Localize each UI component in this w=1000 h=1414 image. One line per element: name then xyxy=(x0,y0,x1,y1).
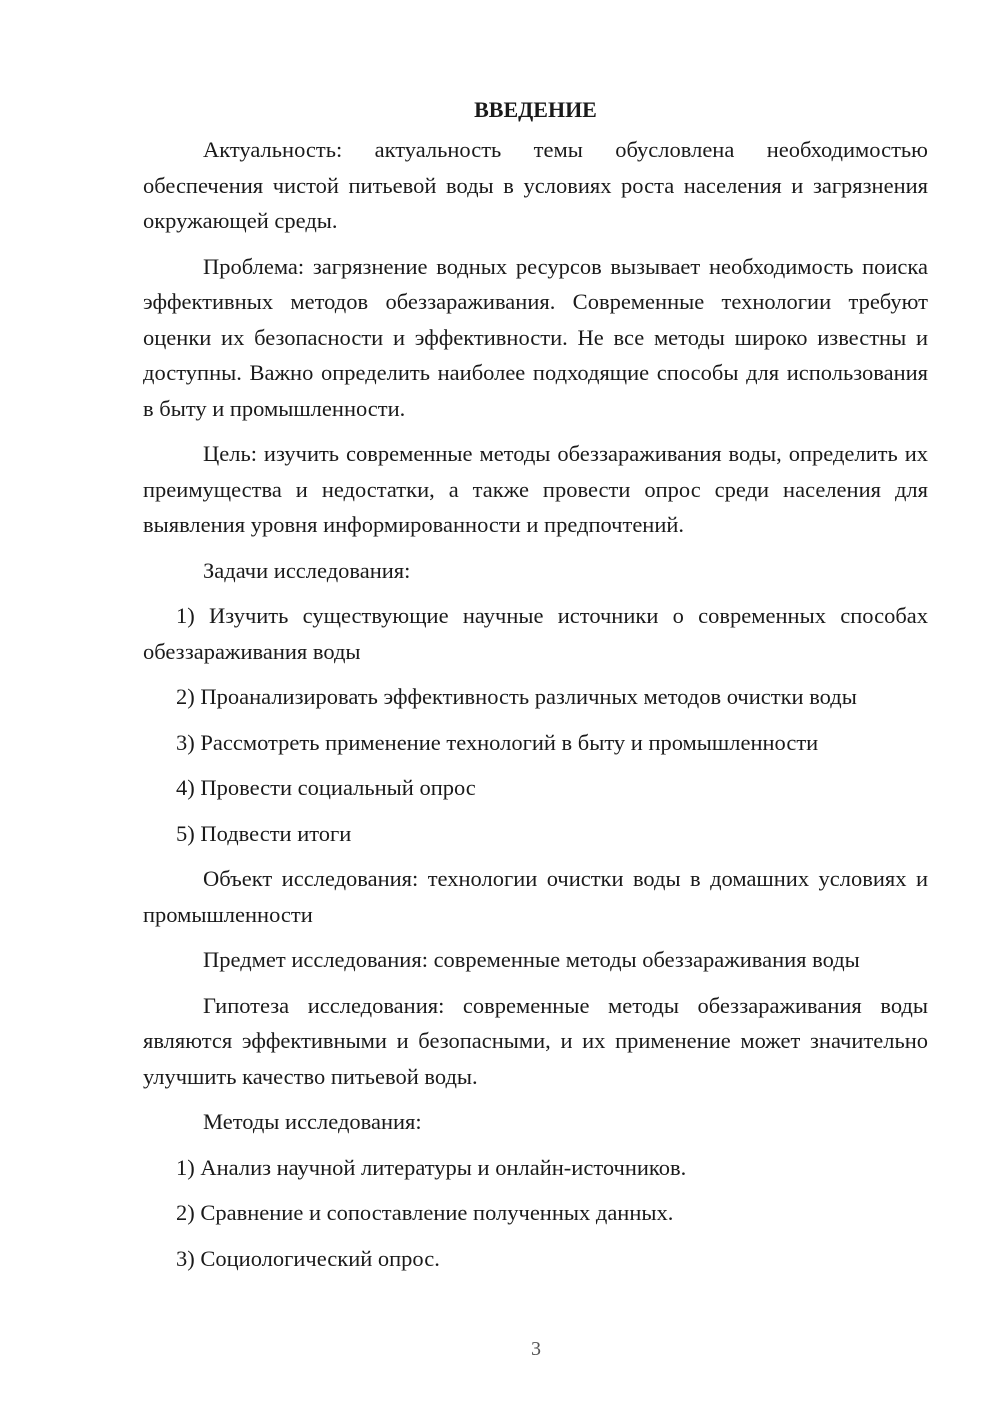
methods-heading: Методы исследования: xyxy=(203,1109,422,1134)
object-paragraph: Объект исследования: технологии очистки воды в домашних условиях и промышленности xyxy=(143,866,928,927)
page-content xyxy=(143,92,928,1286)
problem-paragraph: Проблема: загрязнение водных ресурсов вызывает необходимость поиска эффективных методов обеззараживания. Современные технологии требуют оценки их безопасности и эффективности. Не все методы широко известны и доступны. Важно определить наиболее подходящие способы для использования в быту и промышленности. xyxy=(143,253,928,421)
task-item: 4) Провести социальный опрос xyxy=(176,775,476,800)
section-title: ВВЕДЕНИЕ xyxy=(474,97,597,122)
method-item: 1) Анализ научной литературы и онлайн-источников. xyxy=(176,1154,687,1180)
task-item: 3) Рассмотреть применение технологий в быту и промышленности xyxy=(176,729,819,755)
task-item: 5) Подвести итоги xyxy=(176,820,352,846)
relevance-paragraph: Актуальность: актуальность темы обусловлена необходимостью обеспечения чистой питьевой воды в условиях роста населения и загрязнения окружающей среды. xyxy=(143,137,928,233)
goal-paragraph: Цель: изучить современные методы обеззараживания воды, определить их преимущества и недостатки, а также провести опрос среди населения для выявления уровня информированности и предпочтений. xyxy=(143,441,928,537)
method-item: 2) Сравнение и сопоставление полученных данных. xyxy=(176,1200,674,1225)
tasks-heading: Задачи исследования: xyxy=(203,557,411,583)
method-item: 3) Социологический опрос. xyxy=(176,1245,440,1271)
subject-paragraph: Предмет исследования: современные методы обеззараживания воды xyxy=(203,947,860,972)
page-number: 3 xyxy=(531,1338,541,1360)
task-item: 1) Изучить существующие научные источники о современных способах обеззараживания воды xyxy=(143,603,928,664)
hypothesis-paragraph: Гипотеза исследования: современные методы обеззараживания воды являются эффективными и безопасными, и их применение может значительно улучшить качество питьевой воды. xyxy=(143,992,928,1089)
task-item: 2) Проанализировать эффективность различных методов очистки воды xyxy=(176,684,857,709)
